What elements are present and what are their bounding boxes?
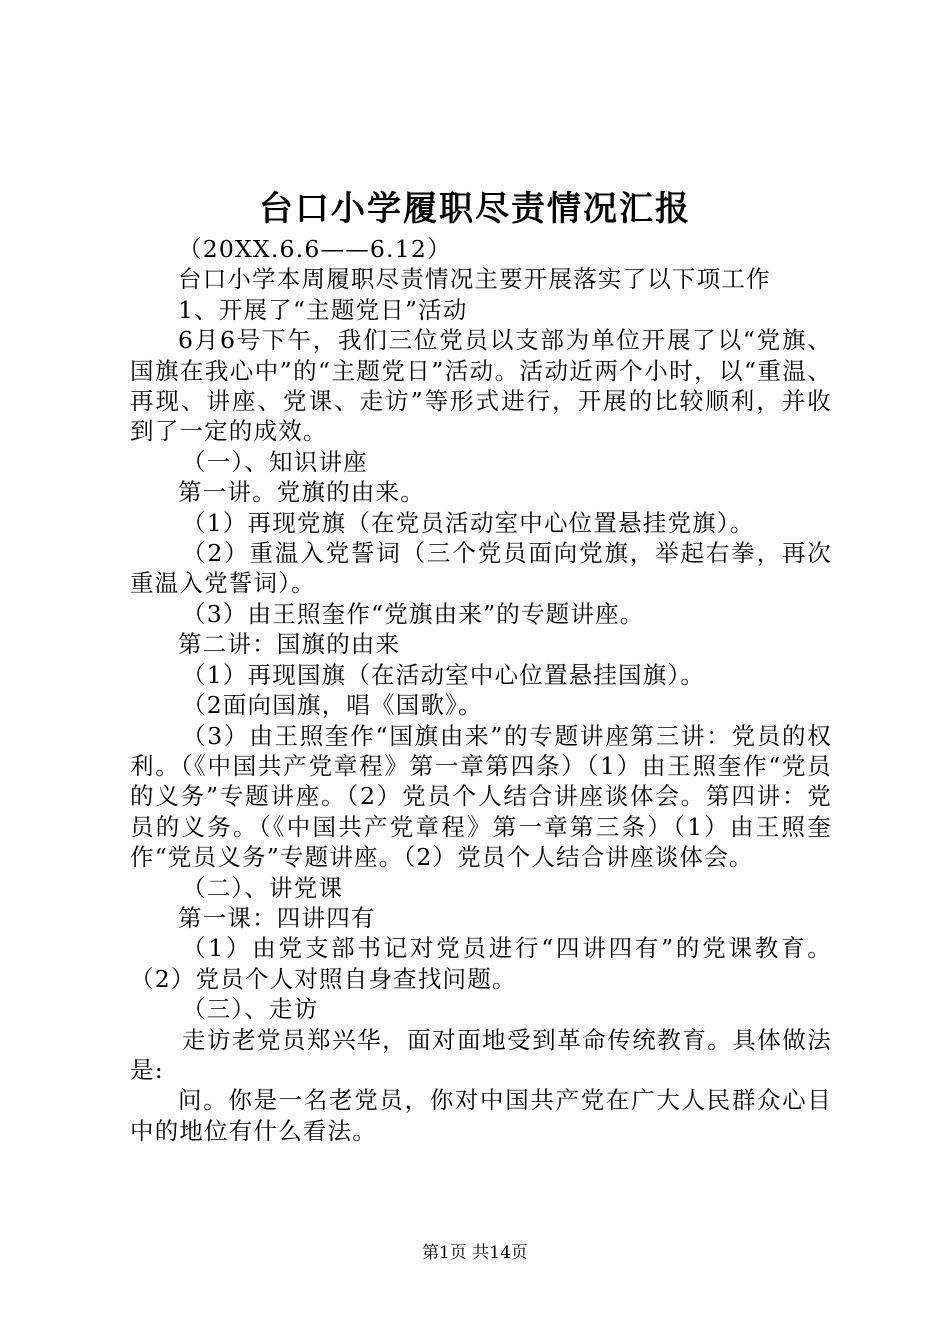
list-item: （2）重温入党誓词（三个党员面向党旗，举起右拳，再次重温入党誓词）。 [130,539,832,598]
list-item: （1）再现党旗（在党员活动室中心位置悬挂党旗）。 [182,508,755,537]
lecture-heading: 第二讲：国旗的由来 [178,630,401,659]
list-item: （1）再现国旗（在活动室中心位置悬挂国旗）。 [182,660,706,689]
list-item: （2面向国旗，唱《国歌》。 [182,691,483,720]
intro-paragraph: 台口小学本周履职尽责情况主要开展落实了以下项工作 [178,265,771,294]
body-paragraph: （1）由党支部书记对党员进行“四讲四有”的党课教育。（2）党员个人对照自身查找问题。 [130,934,832,993]
lesson-heading: 第一课：四讲四有 [178,903,376,932]
lecture-heading: 第一讲。党旗的由来。 [178,478,425,507]
body-paragraph: 6月6号下午，我们三位党员以支部为单位开展了以“党旗、国旗在我心中”的“主题党日”活动。活动近两个小时，以“重温、再现、讲座、党课、走访”等形式进行，开展的比较顺利，并收到了一定的成效。 [130,326,832,446]
section-heading: 1、开展了“主题党日”活动 [178,295,468,324]
document-title: 台口小学履职尽责情况汇报 [259,189,691,229]
subsection-heading: （一）、知识讲座 [182,447,368,476]
body-paragraph: （3）由王照奎作“国旗由来”的专题讲座第三讲：党员的权利。（《中国共产党章程》第一章第四条）（1）由王照奎作“党员的义务”专题讲座。（2）党员个人结合讲座谈体会。第四讲：党员的义务。（《中国共产党章程》第一章第三条）（1）由王照奎作“党员义务”专题讲座。（2）党员个人结合讲座谈体会。 [130,721,832,872]
body-paragraph: 走访老党员郑兴华，面对面地受到革命传统教育。具体做法是: [130,1025,832,1084]
date-range: （20XX.6.6——6.12） [178,235,452,263]
page-footer: 第1页 共14页 [422,1243,528,1263]
body-paragraph: 问。你是一名老党员，你对中国共产党在广大人民群众心目中的地位有什么看法。 [130,1086,832,1145]
list-item: （3）由王照奎作“党旗由来”的专题讲座。 [182,599,645,628]
document-body [130,234,832,1146]
subsection-heading: （二）、讲党课 [182,873,344,902]
subsection-heading: （三）、走访 [182,995,319,1024]
